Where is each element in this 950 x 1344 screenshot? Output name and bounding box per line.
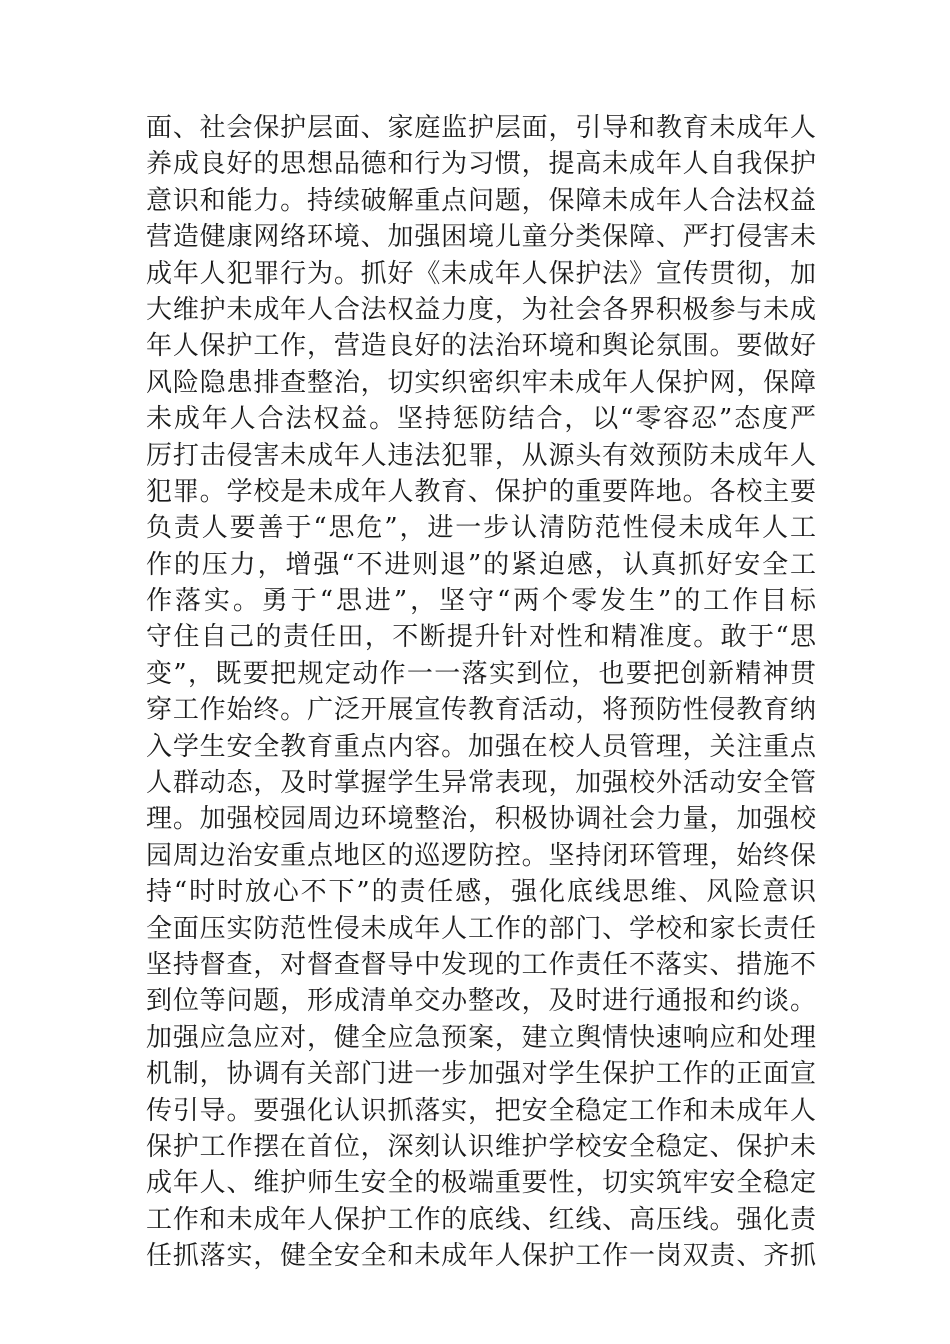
text-line: 理。加强校园周边环境整治，积极协调社会力量，加强校	[146, 804, 816, 835]
text-line: 风险隐患排查整治，切实织密织牢未成年人保护网，保障	[146, 367, 816, 398]
text-line: 年人保护工作，营造良好的法治环境和舆论氛围。要做好	[146, 331, 816, 362]
text-line: 坚持督查，对督查督导中发现的工作责任不落实、措施不	[146, 949, 816, 980]
text-line: 成年人犯罪行为。抓好《未成年人保护法》宣传贯彻，加	[146, 258, 816, 289]
text-line: 未成年人合法权益。坚持惩防结合，以“零容忍”态度严	[146, 404, 816, 435]
text-line: 作落实。勇于“思进”，坚守“两个零发生”的工作目标	[146, 586, 816, 617]
body-text	[146, 110, 816, 1275]
text-line: 加强应急应对，健全应急预案，建立舆情快速响应和处理	[146, 1022, 816, 1053]
text-line: 意识和能力。持续破解重点问题，保障未成年人合法权益	[146, 185, 816, 216]
text-line: 传引导。要强化认识抓落实，把安全稳定工作和未成年人	[146, 1095, 816, 1126]
text-line: 人群动态，及时掌握学生异常表现，加强校外活动安全管	[146, 768, 816, 799]
text-line: 作的压力，增强“不进则退”的紧迫感，认真抓好安全工	[146, 549, 816, 580]
text-line: 保护工作摆在首位，深刻认识维护学校安全稳定、保护未	[146, 1131, 816, 1162]
text-line: 犯罪。学校是未成年人教育、保护的重要阵地。各校主要	[146, 476, 816, 507]
text-line: 变”，既要把规定动作一一落实到位，也要把创新精神贯	[146, 658, 816, 689]
text-line: 机制，协调有关部门进一步加强对学生保护工作的正面宣	[146, 1059, 816, 1090]
text-line: 守住自己的责任田，不断提升针对性和精准度。敢于“思	[146, 622, 816, 653]
text-line: 养成良好的思想品德和行为习惯，提高未成年人自我保护	[146, 149, 816, 180]
text-line: 大维护未成年人合法权益力度，为社会各界积极参与未成	[146, 294, 816, 325]
text-line: 成年人、维护师生安全的极端重要性，切实筑牢安全稳定	[146, 1168, 816, 1199]
text-line: 负责人要善于“思危”，进一步认清防范性侵未成年人工	[146, 513, 816, 544]
text-line: 全面压实防范性侵未成年人工作的部门、学校和家长责任	[146, 913, 816, 944]
text-line: 穿工作始终。广泛开展宣传教育活动，将预防性侵教育纳	[146, 695, 816, 726]
text-line: 工作和未成年人保护工作的底线、红线、高压线。强化责	[146, 1204, 816, 1235]
text-line: 任抓落实，健全安全和未成年人保护工作一岗双责、齐抓	[146, 1241, 816, 1272]
text-line: 入学生安全教育重点内容。加强在校人员管理，关注重点	[146, 731, 816, 762]
text-line: 到位等问题，形成清单交办整改，及时进行通报和约谈。	[146, 986, 816, 1017]
text-line: 营造健康网络环境、加强困境儿童分类保障、严打侵害未	[146, 222, 816, 253]
text-line: 面、社会保护层面、家庭监护层面，引导和教育未成年人	[146, 113, 816, 143]
text-line: 园周边治安重点地区的巡逻防控。坚持闭环管理，始终保	[146, 840, 816, 871]
text-line: 持“时时放心不下”的责任感，强化底线思维、风险意识	[146, 877, 816, 908]
text-line: 厉打击侵害未成年人违法犯罪，从源头有效预防未成年人	[146, 440, 816, 471]
